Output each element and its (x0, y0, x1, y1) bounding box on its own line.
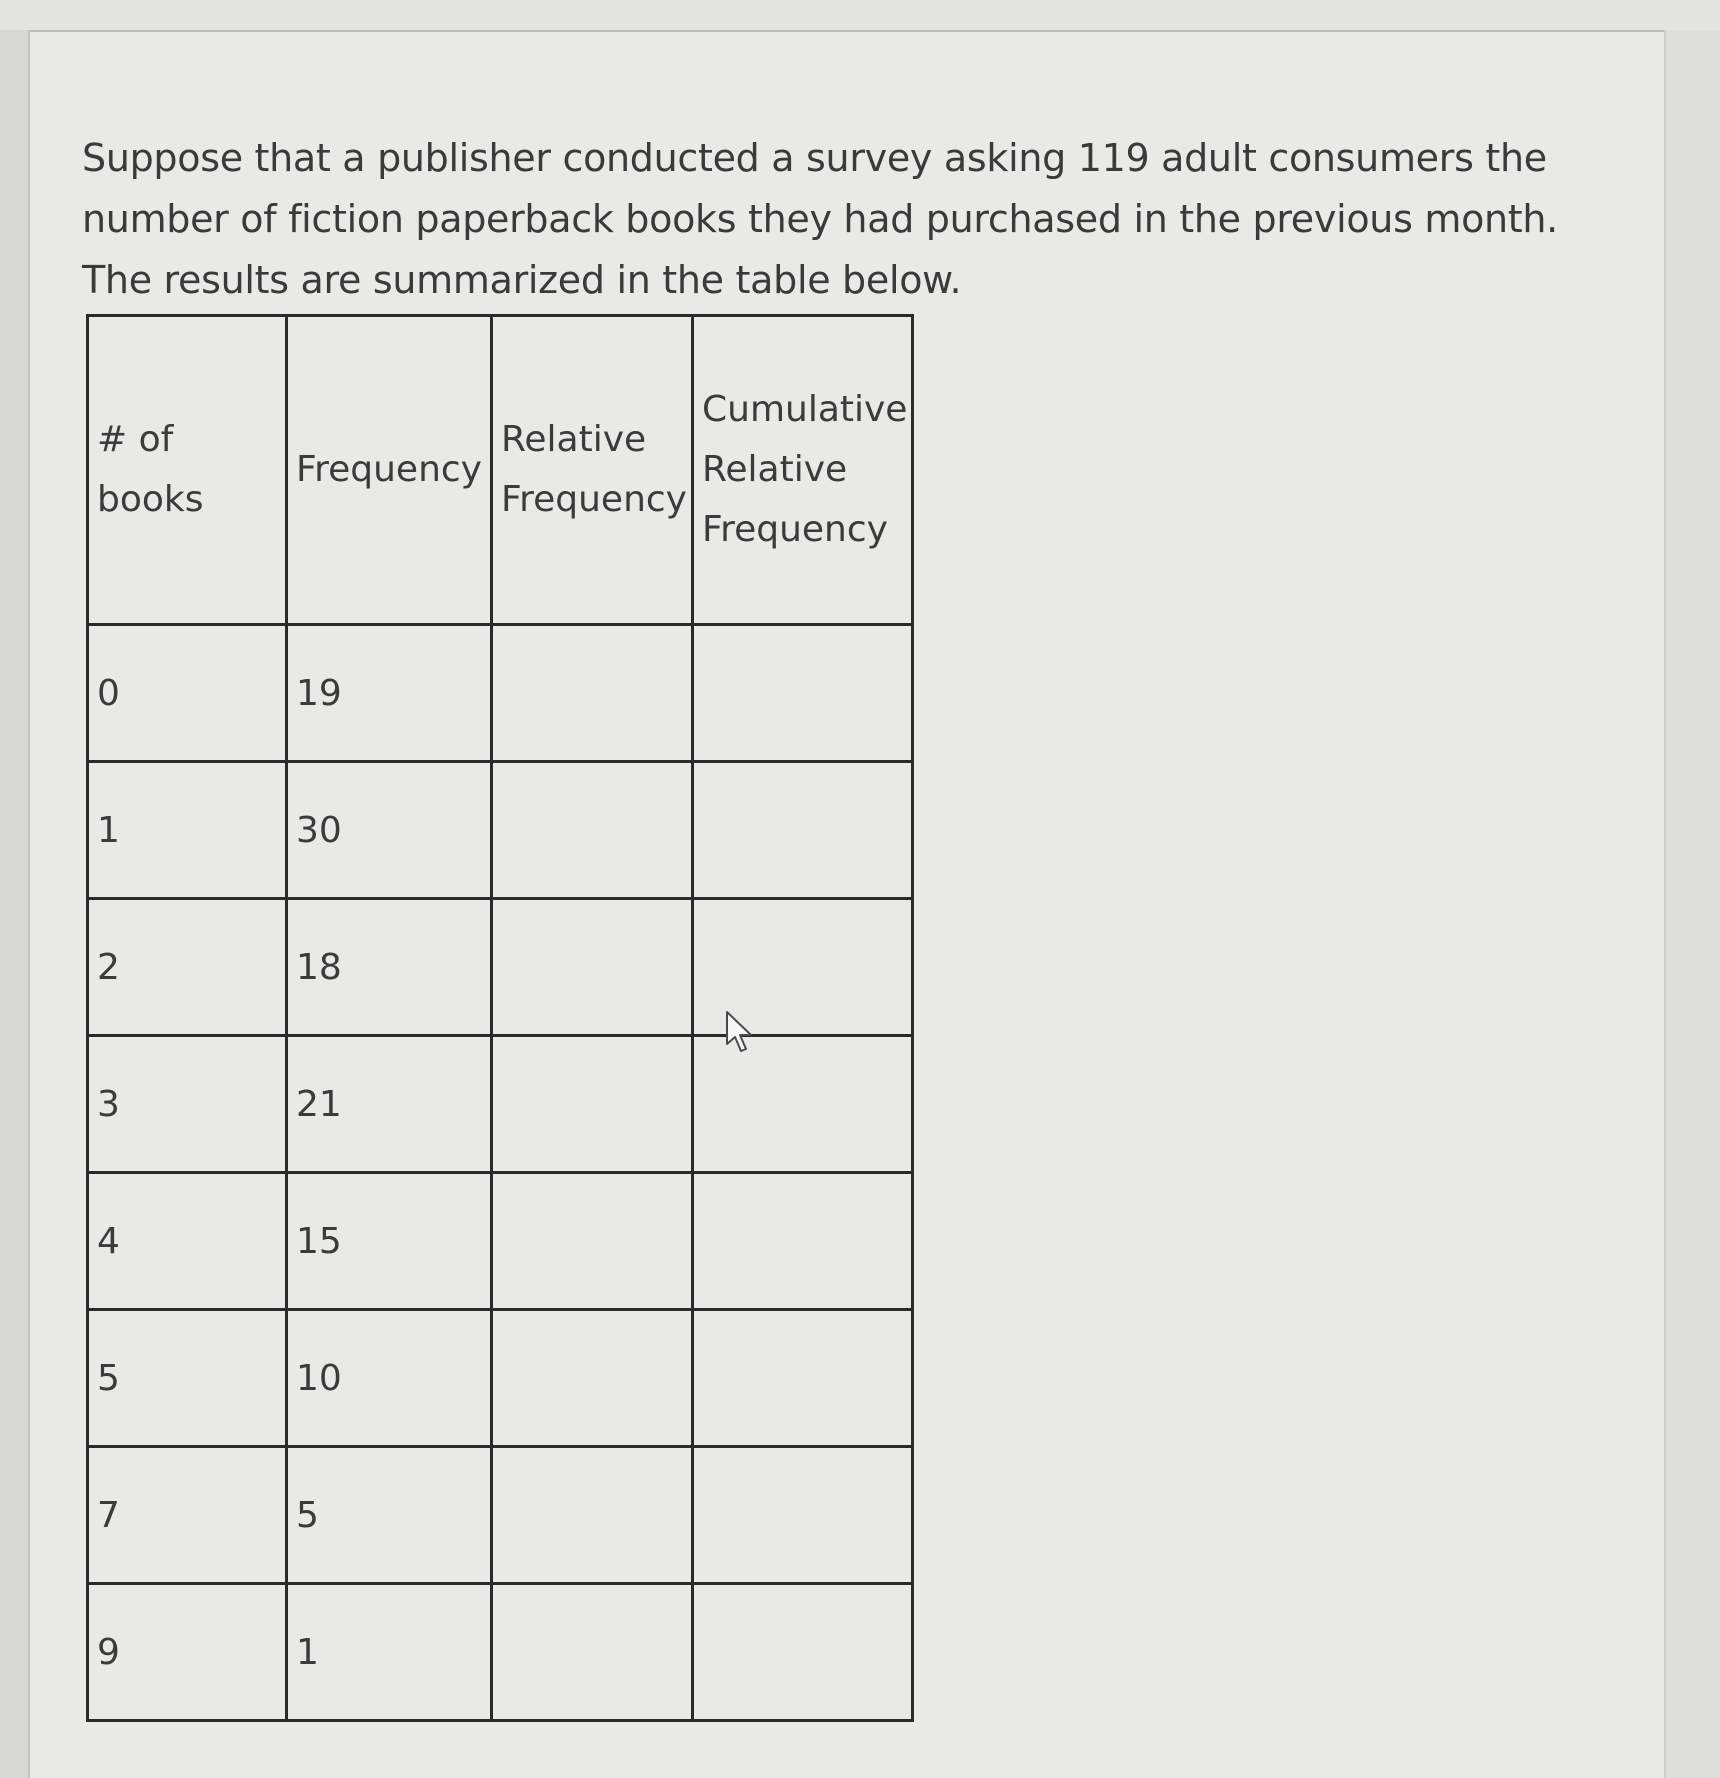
cell-frequency: 19 (287, 625, 492, 762)
cell-cumulative-relative-frequency[interactable] (692, 1173, 912, 1310)
cell-relative-frequency[interactable] (492, 1036, 693, 1173)
cell-cumulative-relative-frequency[interactable] (692, 625, 912, 762)
cell-frequency: 30 (287, 762, 492, 899)
cell-cumulative-relative-frequency[interactable] (692, 1036, 912, 1173)
left-gutter (0, 30, 30, 1778)
cell-cumulative-relative-frequency[interactable] (692, 762, 912, 899)
cell-books: 3 (88, 1036, 287, 1173)
question-panel (30, 32, 1664, 1778)
cell-relative-frequency[interactable] (492, 1310, 693, 1447)
cell-relative-frequency[interactable] (492, 1584, 693, 1721)
cell-cumulative-relative-frequency[interactable] (692, 1310, 912, 1447)
table-row (88, 1036, 913, 1173)
question-text: Suppose that a publisher conducted a survey asking 119 adult consumers the number of fiction paperback books they had purchased in the previous month. The results are summarized in the table below. (82, 136, 1558, 302)
table-row (88, 899, 913, 1036)
table-row (88, 625, 913, 762)
cell-books: 0 (88, 625, 287, 762)
frequency-table (86, 314, 914, 1722)
cell-books: 7 (88, 1447, 287, 1584)
header-books: # of books (88, 316, 287, 625)
cell-frequency: 15 (287, 1173, 492, 1310)
cell-frequency: 21 (287, 1036, 492, 1173)
top-strip (0, 0, 1720, 32)
cell-relative-frequency[interactable] (492, 1447, 693, 1584)
cell-books: 2 (88, 899, 287, 1036)
table-row (88, 1310, 913, 1447)
cell-books: 5 (88, 1310, 287, 1447)
cell-frequency: 5 (287, 1447, 492, 1584)
cell-frequency: 10 (287, 1310, 492, 1447)
right-margin (1664, 30, 1720, 1778)
header-frequency: Frequency (287, 316, 492, 625)
table-row (88, 762, 913, 899)
mouse-pointer-icon (724, 1010, 758, 1054)
table-header-row (88, 316, 913, 625)
cell-books: 9 (88, 1584, 287, 1721)
header-relative-frequency: Relative Frequency (492, 316, 693, 625)
table-row (88, 1173, 913, 1310)
cell-books: 4 (88, 1173, 287, 1310)
header-cumulative-relative-frequency: Cumulative Relative Frequency (692, 316, 912, 625)
cell-frequency: 1 (287, 1584, 492, 1721)
cell-frequency: 18 (287, 899, 492, 1036)
table-row (88, 1447, 913, 1584)
table-row (88, 1584, 913, 1721)
cell-relative-frequency[interactable] (492, 625, 693, 762)
cell-cumulative-relative-frequency[interactable] (692, 1584, 912, 1721)
cell-relative-frequency[interactable] (492, 762, 693, 899)
cell-cumulative-relative-frequency[interactable] (692, 1447, 912, 1584)
cell-relative-frequency[interactable] (492, 1173, 693, 1310)
cell-books: 1 (88, 762, 287, 899)
cell-relative-frequency[interactable] (492, 899, 693, 1036)
